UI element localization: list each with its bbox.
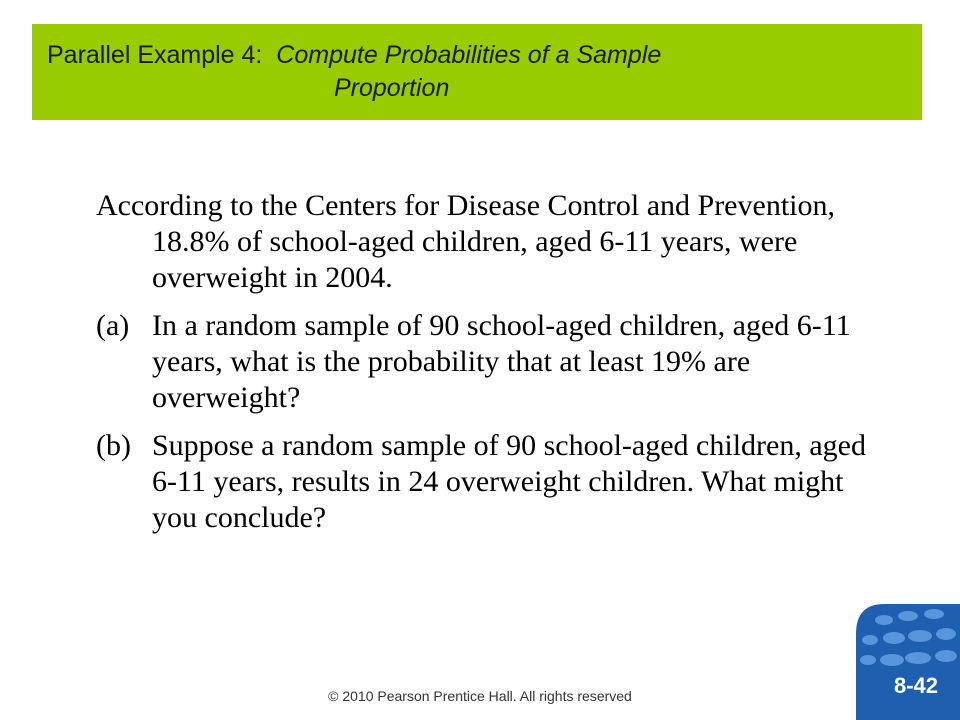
question-a-marker: (a)	[96, 309, 130, 342]
intro-paragraph: According to the Centers for Disease Control and Prevention, 18.8% of school-aged children, aged 6-11 years, were overweight in 2004.	[96, 189, 835, 294]
title-italic-line1: Compute Probabilities of a Sample	[276, 41, 662, 69]
question-b-text: Suppose a random sample of 90 school-aged children, aged 6-11 years, results in 24 overweight children. What might you conclude?	[152, 429, 866, 534]
question-a	[96, 308, 876, 416]
title-bar	[32, 24, 922, 120]
slide-number: 8-42	[893, 673, 938, 698]
copyright-footer: © 2010 Pearson Prentice Hall. All rights reserved	[328, 688, 632, 704]
slide-body	[96, 188, 876, 548]
question-a-text: In a random sample of 90 school-aged children, aged 6-11 years, what is the probability that at least 19% are overweight?	[152, 309, 851, 414]
title-prefix: Parallel Example 4:	[47, 41, 263, 69]
title-italic-line2: Proportion	[334, 74, 450, 102]
pearson-dotted-logo-icon	[856, 604, 960, 720]
slide-title-line1	[47, 39, 661, 72]
question-b	[96, 428, 876, 536]
question-b-marker: (b)	[96, 429, 131, 462]
